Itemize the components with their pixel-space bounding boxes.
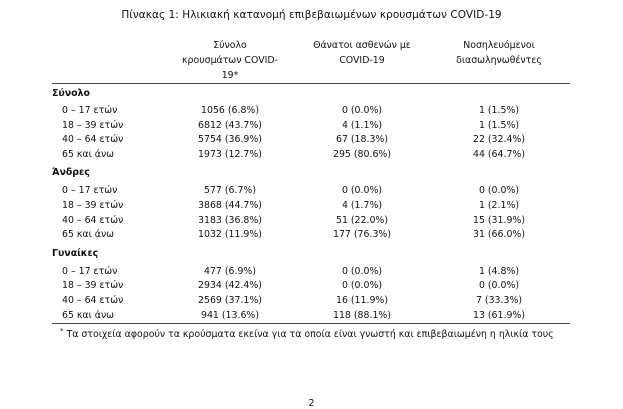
- table-row: [52, 265, 570, 280]
- deaths-cell: 51 (22.0%): [335, 214, 388, 226]
- footnote-text: Τα στοιχεία αφορούν τα κρούσματα εκείνα για τα οποία είναι γνωστή και επιβεβαιωμένη η ηλικία τους: [63, 329, 554, 341]
- header-total-cases: [164, 38, 296, 84]
- footnote: [60, 327, 554, 340]
- table-row: [52, 133, 570, 148]
- age-group-cell: 18 – 39 ετών: [62, 199, 124, 211]
- deaths-cell: 295 (80.6%): [333, 148, 391, 160]
- cases-cell: 1032 (11.9%): [198, 229, 262, 241]
- table-row: [52, 104, 570, 119]
- cases-cell: 1056 (6.8%): [201, 105, 259, 116]
- table-body: [52, 84, 570, 324]
- age-group-cell: 65 και άνω: [62, 229, 115, 241]
- cases-cell: 2569 (37.1%): [198, 294, 262, 306]
- table-header-row: [52, 38, 570, 84]
- age-group-cell: 65 και άνω: [52, 309, 164, 324]
- table-row: [52, 228, 570, 243]
- header-total-cases-label: Σύνολο κρουσμάτων COVID-19*: [182, 40, 278, 81]
- header-intubated-label: Νοσηλευόμενοι διασωληνωθέντες: [456, 40, 542, 66]
- cases-cell: 3183 (36.8%): [198, 214, 262, 226]
- age-group-cell: 40 – 64 ετών: [62, 134, 124, 146]
- header-intubated: [428, 38, 570, 84]
- deaths-cell: 0 (0.0%): [341, 280, 383, 292]
- deaths-cell: 4 (1.7%): [341, 199, 383, 211]
- cases-cell: 2934 (42.4%): [198, 280, 262, 292]
- header-deaths-label: Θάνατοι ασθενών με COVID-19: [313, 40, 411, 66]
- group-label: Άνδρες: [52, 167, 90, 179]
- intubated-cell: 1 (4.8%): [478, 265, 520, 277]
- age-group-cell: 0 – 17 ετών: [62, 185, 118, 197]
- table-row: [52, 184, 570, 199]
- age-group-cell: 18 – 39 ετών: [62, 119, 124, 131]
- age-group-cell: 0 – 17 ετών: [62, 265, 118, 277]
- header-empty: [52, 38, 164, 84]
- deaths-cell: 0 (0.0%): [341, 265, 383, 277]
- cases-cell: 6812 (43.7%): [198, 119, 262, 131]
- intubated-cell: 1 (1.5%): [478, 105, 520, 116]
- table-row: [52, 294, 570, 309]
- age-group-cell: 0 – 17 ετών: [62, 105, 118, 116]
- table-row: [52, 148, 570, 163]
- intubated-cell: 22 (32.4%): [472, 134, 525, 146]
- cases-cell: 1973 (12.7%): [198, 148, 262, 160]
- table-row: [52, 119, 570, 134]
- age-distribution-table: [52, 38, 570, 324]
- cases-cell: 941 (13.6%): [164, 309, 296, 324]
- intubated-cell: 1 (2.1%): [478, 199, 520, 211]
- header-deaths: [296, 38, 428, 84]
- footnote-marker: *: [60, 327, 64, 335]
- deaths-cell: 0 (0.0%): [341, 185, 383, 197]
- intubated-cell: 1 (1.5%): [478, 119, 520, 131]
- intubated-cell: 44 (64.7%): [472, 148, 525, 160]
- deaths-cell: 67 (18.3%): [335, 134, 388, 146]
- table-row: [52, 279, 570, 294]
- table-row: [52, 309, 570, 324]
- intubated-cell: 0 (0.0%): [478, 280, 520, 292]
- age-group-cell: 18 – 39 ετών: [62, 280, 124, 292]
- age-group-cell: 40 – 64 ετών: [62, 294, 124, 306]
- deaths-cell: 118 (88.1%): [296, 309, 428, 324]
- age-group-cell: 65 και άνω: [62, 148, 115, 160]
- group-label: Σύνολο: [52, 88, 90, 99]
- deaths-cell: 0 (0.0%): [341, 105, 383, 116]
- cases-cell: 3868 (44.7%): [198, 199, 262, 211]
- page-number: 2: [308, 398, 315, 409]
- table-row: [52, 214, 570, 229]
- intubated-cell: 7 (33.3%): [475, 294, 523, 306]
- deaths-cell: 4 (1.1%): [341, 119, 383, 131]
- cases-cell: 5754 (36.9%): [198, 134, 262, 146]
- group-row: [52, 84, 570, 105]
- group-row: [52, 243, 570, 265]
- intubated-cell: 31 (66.0%): [472, 229, 525, 241]
- cases-cell: 577 (6.7%): [203, 185, 256, 197]
- group-label: Γυναίκες: [52, 247, 99, 259]
- table-row: [52, 199, 570, 214]
- intubated-cell: 15 (31.9%): [472, 214, 525, 226]
- table-caption: Πίνακας 1: Ηλικιακή κατανομή επιβεβαιωμένων κρουσμάτων COVID-19: [121, 9, 502, 21]
- deaths-cell: 177 (76.3%): [333, 229, 391, 241]
- intubated-cell: 0 (0.0%): [478, 185, 520, 197]
- age-group-cell: 40 – 64 ετών: [62, 214, 124, 226]
- intubated-cell: 13 (61.9%): [428, 309, 570, 324]
- cases-cell: 477 (6.9%): [203, 265, 256, 277]
- deaths-cell: 16 (11.9%): [335, 294, 388, 306]
- group-row: [52, 162, 570, 184]
